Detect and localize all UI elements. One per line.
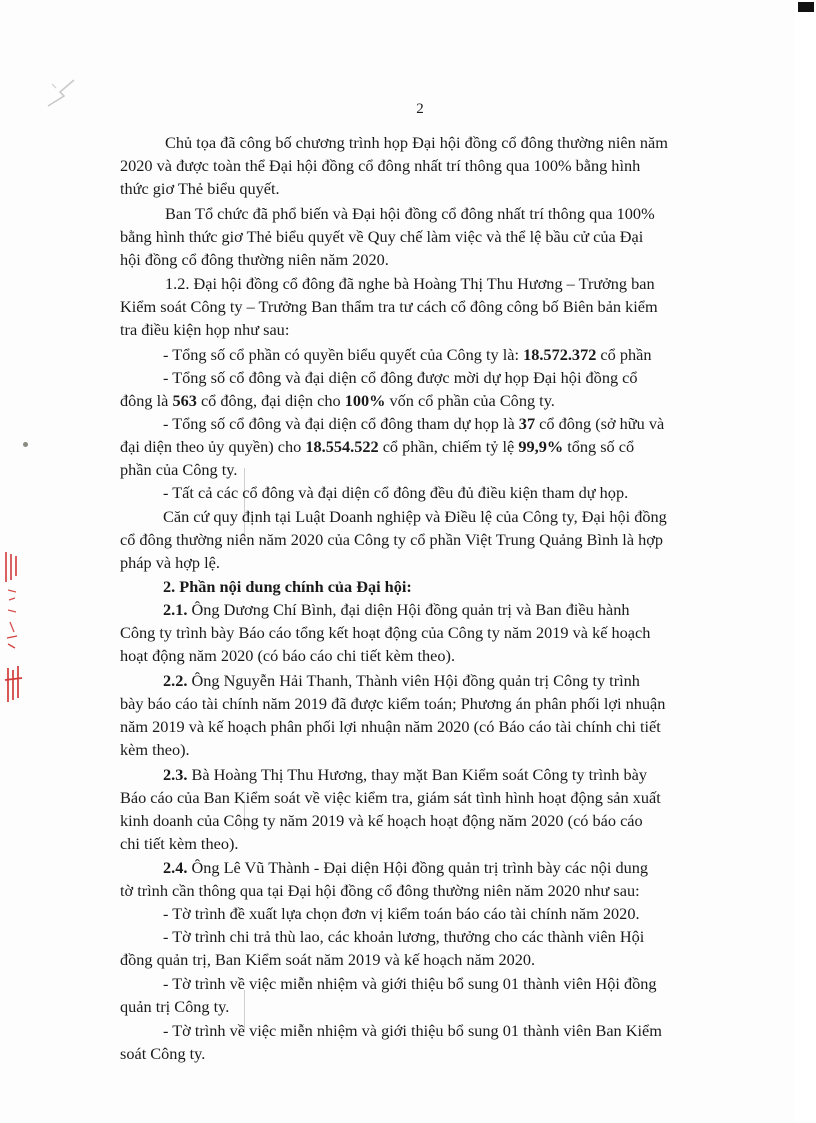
text-segment: quản trị Công ty. xyxy=(120,997,230,1016)
text-line xyxy=(120,155,816,177)
text-line xyxy=(120,996,816,1018)
text-line xyxy=(120,1043,816,1065)
text-line xyxy=(163,926,816,948)
text-segment: Bà Hoàng Thị Thu Hương, thay mặt Ban Kiểm soát Công ty trình bày xyxy=(187,765,647,784)
text-segment: Ông Nguyễn Hải Thanh, Thành viên Hội đồng quản trị Công ty trình xyxy=(187,671,640,690)
text-segment: 2020 và được toàn thể Đại hội đồng cổ đông nhất trí thông qua 100% bằng hình xyxy=(120,156,641,175)
text-segment: cổ đông thường niên năm 2020 của Công ty cổ phần Việt Trung Quảng Bình là hợp xyxy=(120,530,664,549)
text-line xyxy=(120,787,816,809)
text-segment: Báo cáo của Ban Kiểm soát về việc kiểm tra, giám sát tình hình hoạt động sản xuất xyxy=(120,788,661,807)
bold-text: 2.1. xyxy=(163,600,188,619)
bold-text: 2.2. xyxy=(163,671,188,690)
text-segment: - Tờ trình chi trả thù lao, các khoản lương, thưởng cho các thành viên Hội xyxy=(163,927,645,946)
text-line xyxy=(163,506,816,528)
text-segment: chi tiết kèm theo). xyxy=(120,834,239,853)
text-line xyxy=(120,459,816,481)
text-segment: cổ đông, đại diện cho xyxy=(196,391,345,410)
text-segment: 1.2. Đại hội đồng cổ đông đã nghe bà Hoàng Thị Thu Hương – Trưởng ban xyxy=(165,274,655,293)
text-segment: đại diện theo ủy quyền) cho xyxy=(120,437,306,456)
text-line xyxy=(163,344,816,366)
text-segment: - Tổng số cổ đông và đại diện cổ đông được mời dự họp Đại hội đồng cổ xyxy=(163,368,638,387)
text-segment: vốn cổ phần của Công ty. xyxy=(385,391,555,410)
text-segment: thức giơ Thẻ biểu quyết. xyxy=(120,179,280,198)
text-segment: hoạt động năm 2020 (có báo cáo chi tiết kèm theo). xyxy=(120,646,456,665)
text-segment: đông là xyxy=(120,391,173,410)
text-segment: - Tổng số cổ đông và đại diện cổ đông tham dự họp là xyxy=(163,414,519,433)
bold-text: 2. Phần nội dung chính của Đại hội: xyxy=(163,577,412,596)
text-line xyxy=(120,645,816,667)
text-line xyxy=(163,413,816,435)
text-segment: Chủ tọa đã công bố chương trình họp Đại hội đồng cổ đông thường niên năm xyxy=(165,133,668,152)
text-line xyxy=(163,903,816,925)
text-line xyxy=(120,833,816,855)
margin-strip xyxy=(794,0,816,1123)
text-segment: đồng quản trị, Ban Kiểm soát năm 2019 và kế hoạch năm 2020. xyxy=(120,950,536,969)
text-line xyxy=(120,880,816,902)
text-segment: soát Công ty. xyxy=(120,1044,206,1063)
text-segment: - Tổng số cổ phần có quyền biểu quyết của Công ty là: xyxy=(163,345,524,364)
text-line xyxy=(163,576,816,598)
text-segment: Ban Tổ chức đã phổ biến và Đại hội đồng cổ đông nhất trí thông qua 100% xyxy=(165,204,655,223)
text-line xyxy=(120,949,816,971)
text-line xyxy=(120,810,816,832)
text-segment: Công ty trình bày Báo cáo tổng kết hoạt động của Công ty năm 2019 và kế hoạch xyxy=(120,623,651,642)
text-line xyxy=(120,390,816,412)
scan-speck xyxy=(23,442,28,447)
text-segment: bằng hình thức giơ Thẻ biểu quyết về Quy chế làm việc và thể lệ bầu cử của Đại xyxy=(120,227,644,246)
text-segment: kèm theo). xyxy=(120,740,190,759)
text-segment: - Tờ trình đề xuất lựa chọn đơn vị kiểm toán báo cáo tài chính năm 2020. xyxy=(163,904,640,923)
text-segment: tờ trình cần thông qua tại Đại hội đồng cổ đông thường niên năm 2020 như sau: xyxy=(120,881,640,900)
text-line xyxy=(165,203,816,225)
text-segment: cổ đông (sở hữu và xyxy=(535,414,665,433)
text-segment: tra điều kiện họp như sau: xyxy=(120,320,290,339)
text-line xyxy=(120,529,816,551)
text-line xyxy=(163,599,816,621)
text-line xyxy=(163,764,816,786)
text-segment: Ông Lê Vũ Thành - Đại diện Hội đồng quản trị trình bày các nội dung xyxy=(187,858,649,877)
text-segment: Căn cứ quy định tại Luật Doanh nghiệp và Điều lệ của Công ty, Đại hội đồng xyxy=(163,507,667,526)
bold-text: 37 xyxy=(518,414,536,433)
text-segment: phần của Công ty. xyxy=(120,460,238,479)
text-segment: hội đồng cổ đông thường niên năm 2020. xyxy=(120,250,389,269)
text-line xyxy=(120,739,816,761)
text-line xyxy=(120,552,816,574)
corner-mark xyxy=(798,2,814,12)
bold-text: 18.572.372 xyxy=(523,345,597,364)
text-line xyxy=(163,367,816,389)
text-line xyxy=(163,482,816,504)
text-line xyxy=(120,693,816,715)
text-line xyxy=(120,178,816,200)
text-line xyxy=(120,716,816,738)
text-line xyxy=(163,670,816,692)
text-segment: - Tờ trình về việc miễn nhiệm và giới thiệu bổ sung 01 thành viên Ban Kiểm xyxy=(163,1021,662,1040)
text-line xyxy=(120,249,816,271)
bold-text: 100% xyxy=(344,391,386,410)
text-line xyxy=(120,319,816,341)
text-line xyxy=(120,226,816,248)
text-line xyxy=(165,132,816,154)
text-line xyxy=(120,296,816,318)
text-segment: năm 2019 và kế hoạch phân phối lợi nhuận năm 2020 (có Báo cáo tài chính chi tiết xyxy=(120,717,661,736)
text-segment: pháp và hợp lệ. xyxy=(120,553,220,572)
text-segment: cổ phần, chiếm tỷ lệ xyxy=(378,437,519,456)
text-segment: - Tất cả các cổ đông và đại diện cổ đông đều đủ điều kiện tham dự họp. xyxy=(163,483,629,502)
text-line xyxy=(163,1020,816,1042)
bold-text: 18.554.522 xyxy=(305,437,379,456)
text-line xyxy=(120,436,816,458)
handwritten-mark-icon xyxy=(44,72,84,112)
text-line xyxy=(165,273,816,295)
text-segment: - Tờ trình về việc miễn nhiệm và giới thiệu bổ sung 01 thành viên Hội đồng xyxy=(163,974,657,993)
text-segment: cổ phần xyxy=(596,345,652,364)
text-line xyxy=(120,622,816,644)
text-segment: tổng số cổ xyxy=(563,437,635,456)
text-segment: bày báo cáo tài chính năm 2019 đã được kiểm toán; Phương án phân phối lợi nhuận xyxy=(120,694,666,713)
bold-text: 2.3. xyxy=(163,765,188,784)
text-line xyxy=(163,973,816,995)
text-segment: kinh doanh của Công ty năm 2019 và kế hoạch hoạt động năm 2020 (có báo cáo xyxy=(120,811,643,830)
text-line xyxy=(163,857,816,879)
page-number: 2 xyxy=(416,101,424,117)
bold-text: 99,9% xyxy=(518,437,564,456)
margin-stamp-icon xyxy=(2,552,26,702)
text-segment: Kiểm soát Công ty – Trưởng Ban thẩm tra tư cách cổ đông công bố Biên bản kiểm xyxy=(120,297,658,316)
text-segment: Ông Dương Chí Bình, đại diện Hội đồng quản trị và Ban điều hành xyxy=(187,600,630,619)
bold-text: 2.4. xyxy=(163,858,188,877)
bold-text: 563 xyxy=(172,391,197,410)
